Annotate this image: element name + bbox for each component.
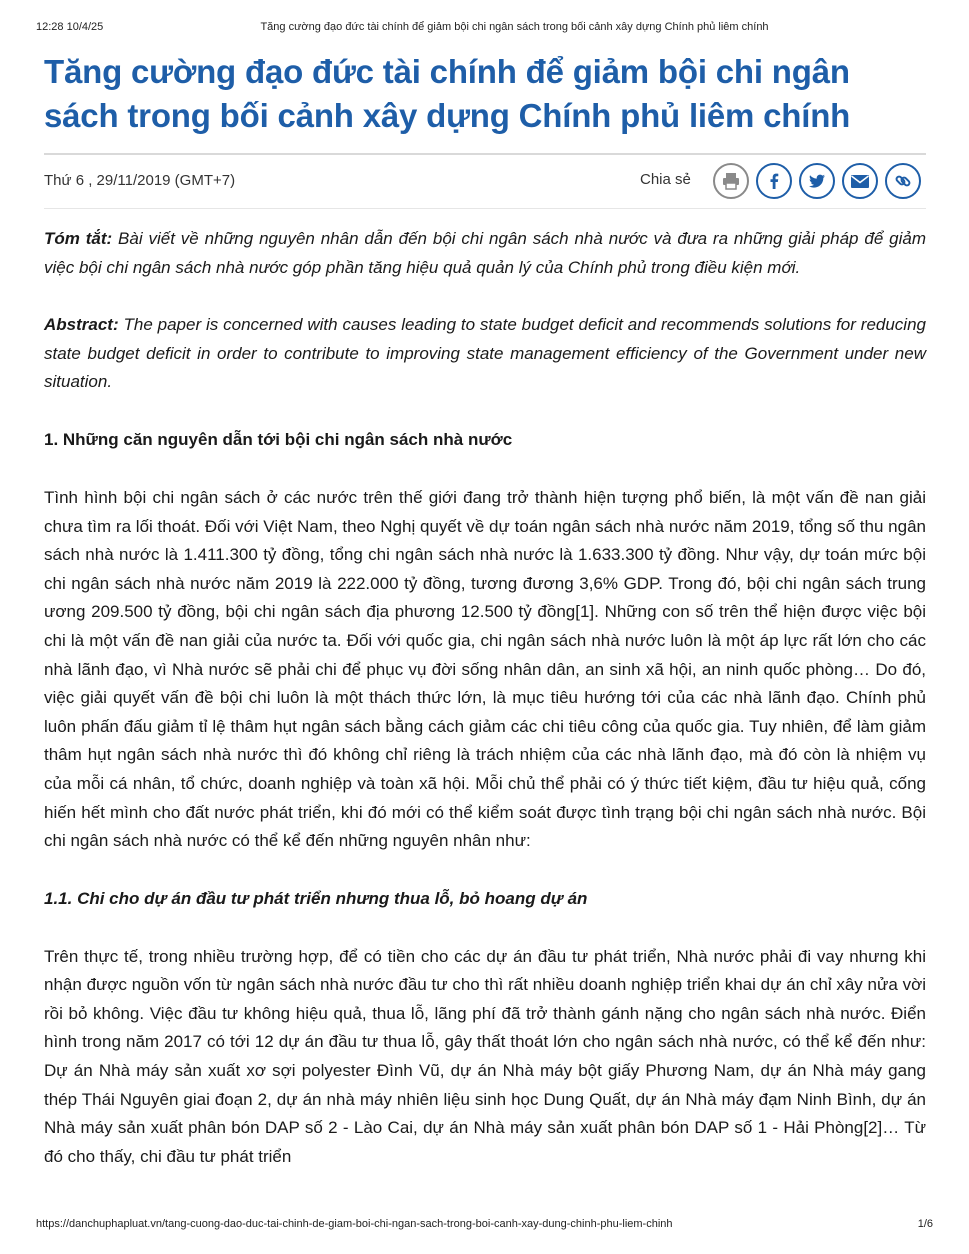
print-footer xyxy=(36,1218,933,1234)
meta-divider xyxy=(44,208,926,209)
title-divider xyxy=(44,153,926,155)
summary-paragraph xyxy=(44,225,926,282)
summary-label: Tóm tắt: xyxy=(44,229,113,248)
facebook-share-button[interactable] xyxy=(756,163,792,199)
print-icon xyxy=(721,171,741,191)
print-header xyxy=(36,21,933,37)
share-label: Chia sẻ xyxy=(640,171,691,188)
subsection-1-1-heading: 1.1. Chi cho dự án đầu tư phát triển nhưng thua lỗ, bỏ hoang dự án xyxy=(44,888,588,908)
email-share-button[interactable] xyxy=(842,163,878,199)
page-number: 1/6 xyxy=(917,1218,933,1230)
print-button[interactable] xyxy=(713,163,749,199)
print-datetime: 12:28 10/4/25 xyxy=(36,21,104,33)
abstract-text: The paper is concerned with causes leading to state budget deficit and recommends solutions for reducing state budget deficit in order to contribute to improving state management efficiency of the Government under new situation. xyxy=(44,315,926,392)
section-1-heading: 1. Những căn nguyên dẫn tới bội chi ngân sách nhà nước xyxy=(44,429,513,449)
facebook-icon xyxy=(764,171,784,191)
twitter-share-button[interactable] xyxy=(799,163,835,199)
link-icon xyxy=(893,171,913,191)
abstract-label: Abstract: xyxy=(44,315,119,335)
twitter-icon xyxy=(807,171,827,191)
summary-text: Bài viết về những nguyên nhân dẫn đến bội chi ngân sách nhà nước và đưa ra những giải pháp để giảm việc bội chi ngân sách nhà nước góp phần tăng hiệu quả quản lý của Chính phủ trong điều kiện mới. xyxy=(44,229,926,277)
print-page-title: Tăng cường đạo đức tài chính để giảm bội chi ngân sách trong bối cảnh xây dựng Chính phủ liêm chính xyxy=(260,21,769,33)
print-url[interactable]: https://danchuphapluat.vn/tang-cuong-dao-duc-tai-chinh-de-giam-boi-chi-ngan-sach-trong-boi-canh-xay-dung-chinh-phu-liem-chinh xyxy=(36,1218,673,1230)
section-1-body: Tình hình bội chi ngân sách ở các nước trên thế giới đang trở thành hiện tượng phổ biến, là một vấn đề nan giải chưa tìm ra lối thoát. Đối với Việt Nam, theo Nghị quyết về dự toán ngân sách nhà nước năm 2019, tổng số thu ngân sách nhà nước là 1.411.300 tỷ đồng, tổng chi ngân sách nhà nước là 1.633.300 tỷ đồng. Như vậy, dự toán mức bội chi ngân sách nhà nước năm 2019 là 222.000 tỷ đồng, tương đương 3,6% GDP. Trong đó, bội chi ngân sách trung ương 209.500 tỷ đồng, bội chi ngân sách địa phương 12.500 tỷ đồng[1]. Những con số trên thể hiện được việc bội chi là một vấn đề nan giải của nước ta. Đối với quốc gia, chi ngân sách nhà nước luôn là một áp lực rất lớn cho các nhà lãnh đạo, vì Nhà nước sẽ phải chi để phục vụ đời sống nhân dân, an sinh xã hội, an ninh quốc phòng… Do đó, việc giải quyết vấn đề bội chi luôn là một thách thức lớn, là mục tiêu hướng tới của các nhà lãnh đạo. Chính phủ luôn phấn đấu giảm tỉ lệ thâm hụt ngân sách bằng cách giảm các chi tiêu công của quốc gia. Tuy nhiên, để làm giảm thâm hụt ngân sách nhà nước thì đó không chỉ riêng là trách nhiệm của các nhà lãnh đạo, mà đó còn là nhiệm vụ của mỗi cá nhân, tổ chức, doanh nghiệp và toàn xã hội. Mỗi chủ thể phải có ý thức tiết kiệm, đầu tư hiệu quả, cống hiến hết mình cho đất nước phát triển, khi đó mới có thể kiểm soát được tình trạng bội chi ngân sách nhà nước. Bội chi ngân sách nhà nước có thể kể đến những nguyên nhân như: xyxy=(44,487,926,851)
abstract-paragraph xyxy=(44,311,926,397)
email-icon xyxy=(849,171,871,191)
article-title: Tăng cường đạo đức tài chính để giảm bội chi ngân sách trong bối cảnh xây dựng Chính phủ liêm chính xyxy=(44,53,851,134)
copy-link-button[interactable] xyxy=(885,163,921,199)
article-body xyxy=(44,225,926,1171)
article-date: Thứ 6 , 29/11/2019 (GMT+7) xyxy=(44,172,236,189)
subsection-1-1-body: Trên thực tế, trong nhiều trường hợp, để có tiền cho các dự án đầu tư phát triển, Nhà nước phải đi vay nhưng khi nhận được nguồn vốn từ ngân sách nhà nước đầu tư cho thì rất nhiều doanh nghiệp triển khai dự án chỉ xây nửa vời rồi bỏ không. Việc đầu tư không hiệu quả, thua lỗ, lãng phí đã trở thành gánh nặng cho ngân sách nhà nước. Điển hình trong năm 2017 có tới 12 dự án đầu tư thua lỗ, gây thất thoát lớn cho ngân sách nhà nước, có thể kể đến như: Dự án Nhà máy sản xuất xơ sợi polyester Đình Vũ, dự án Nhà máy bột giấy Phương Nam, dự án Nhà máy gang thép Thái Nguyên giai đoạn 2, dự án nhà máy nhiên liệu sinh học Dung Quất, dự án Nhà máy đạm Ninh Bình, dự án Nhà máy sản xuất phân bón DAP số 2 - Lào Cai, dự án Nhà máy sản xuất phân bón DAP số 1 - Hải Phòng[2]… Từ đó cho thấy, chi đầu tư phát triển xyxy=(44,946,926,1166)
share-icons xyxy=(713,163,921,199)
